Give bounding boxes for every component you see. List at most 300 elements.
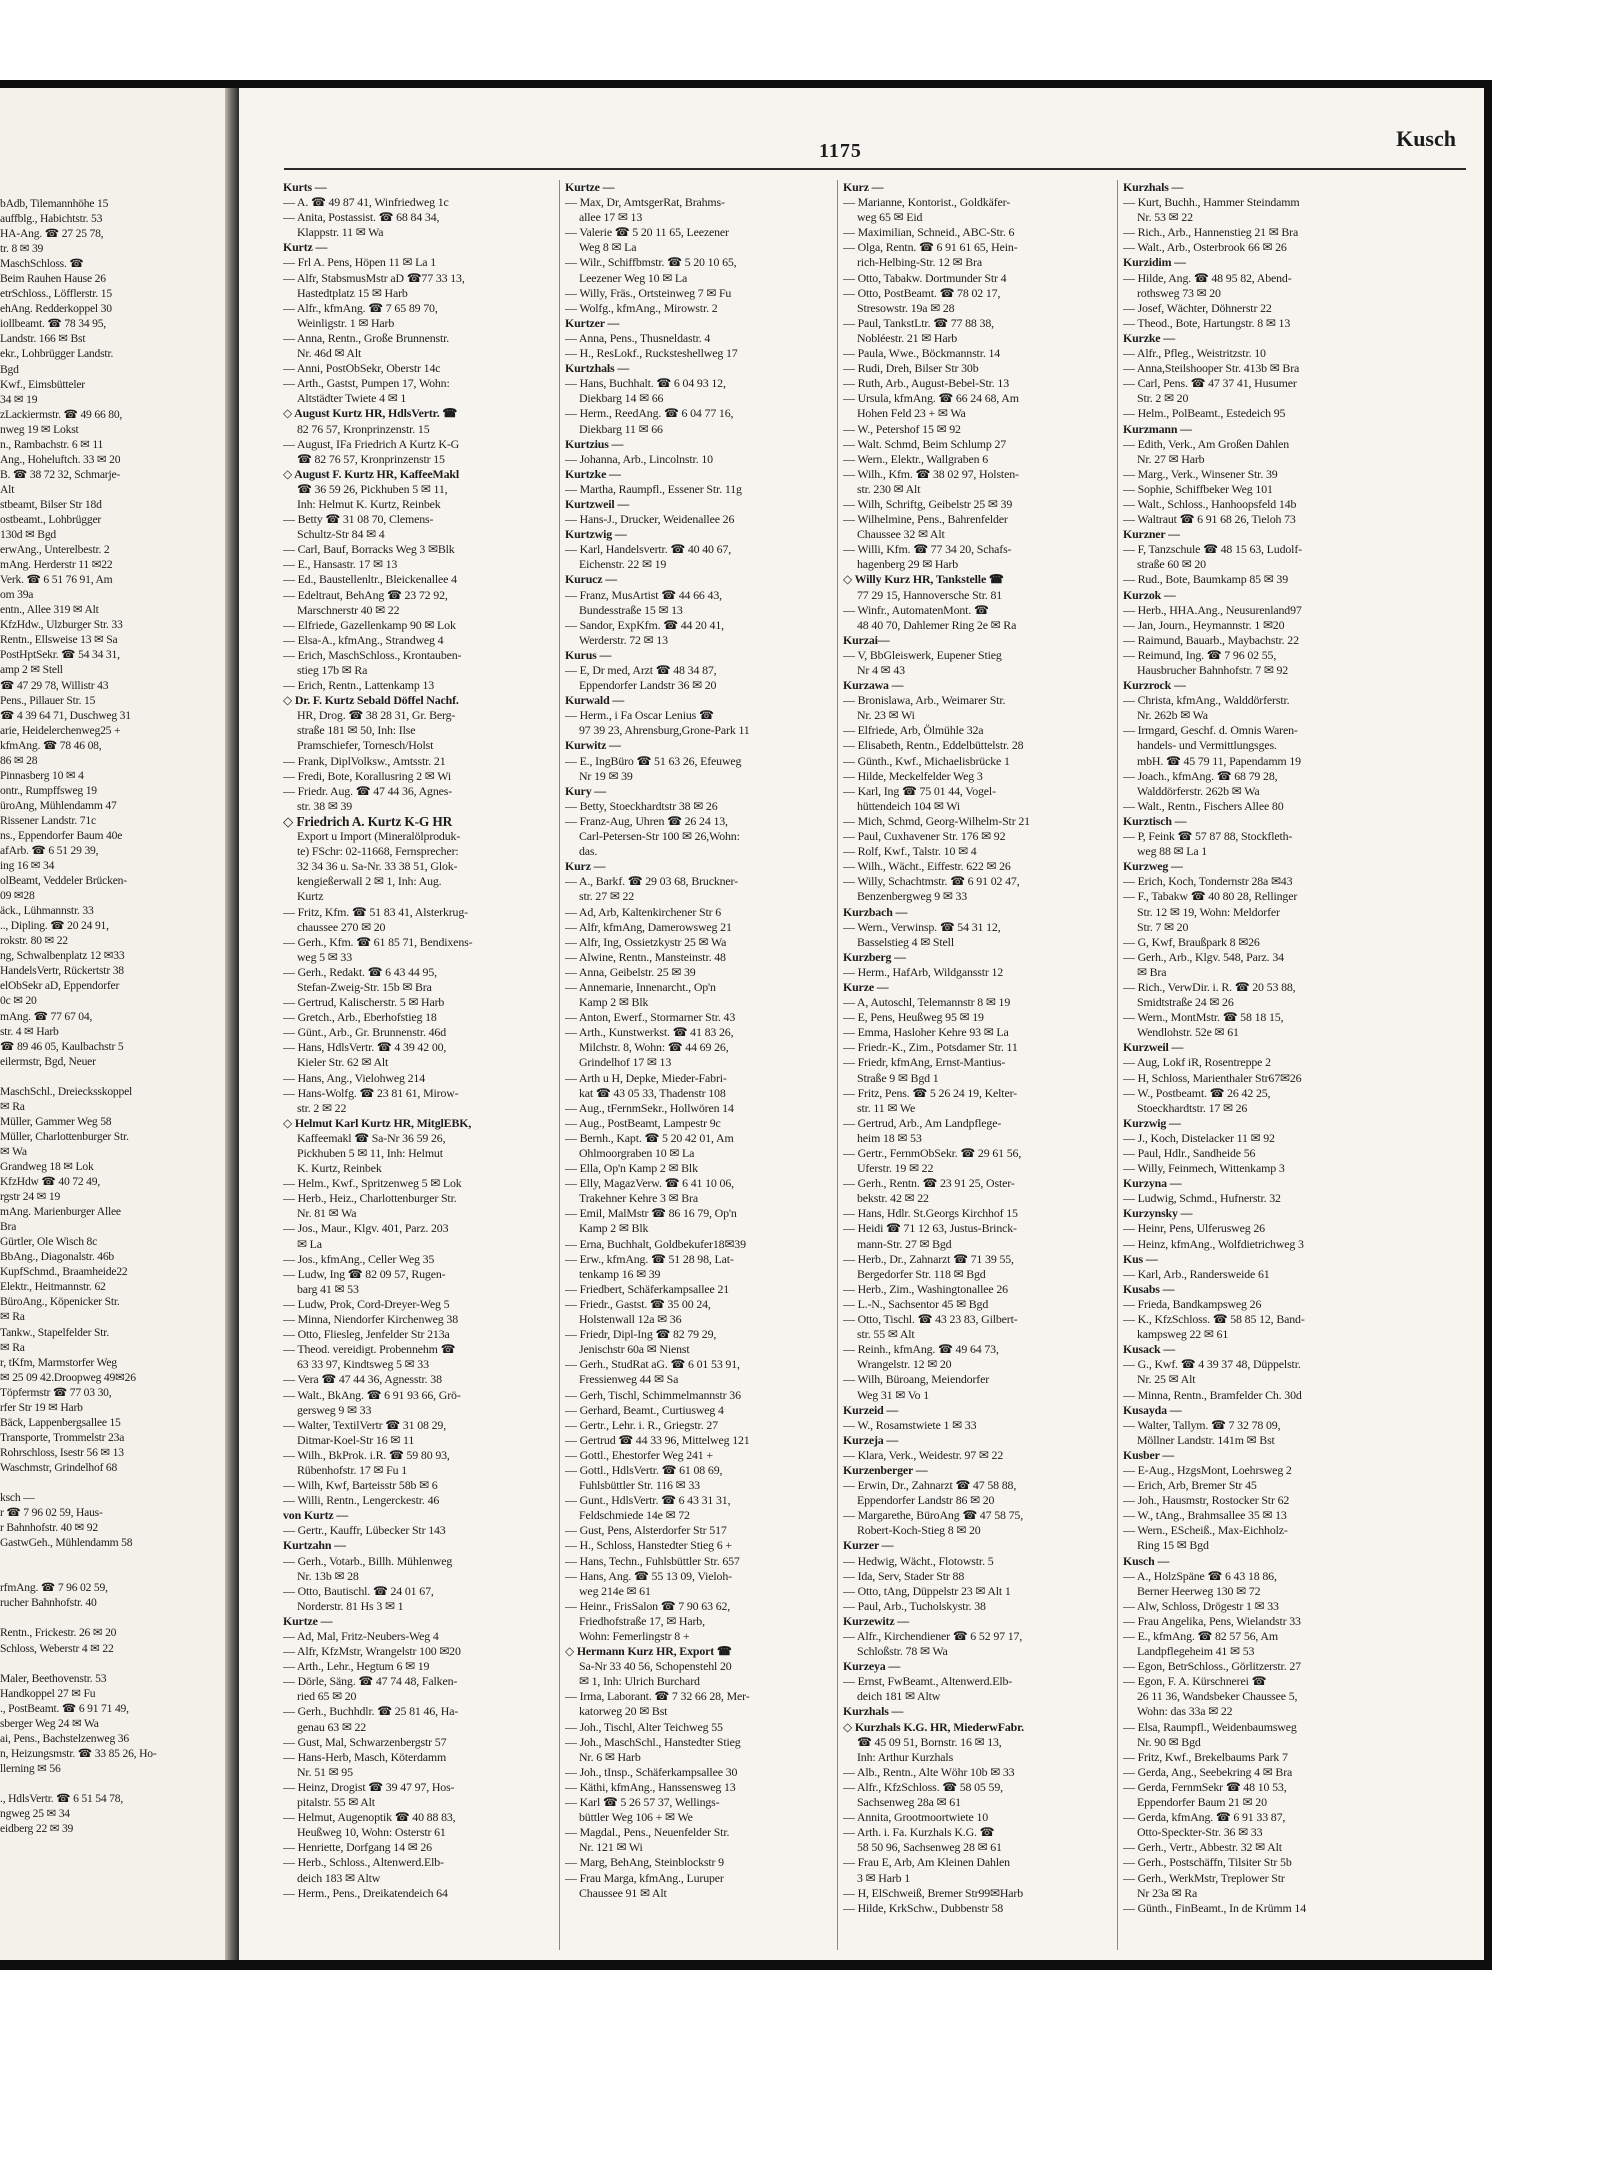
directory-entry: — Erich, MaschSchloss., Krontauben- — [283, 647, 462, 662]
directory-entry: — Willy, Feinmech, Wittenkamp 3 — [1123, 1161, 1285, 1176]
directory-entry: — Theod. vereidigt. Probennehm ☎ — [283, 1342, 456, 1357]
fragment-line: r ☎ 7 96 02 59, Haus- — [0, 1506, 103, 1520]
directory-entry: — Fredi, Bote, Korallusring 2 ✉ Wi — [283, 768, 451, 783]
directory-entry: — Ludw, Prok, Cord-Dreyer-Weg 5 — [283, 1296, 450, 1311]
directory-entry: — Walt., Arb., Osterbrook 66 ✉ 26 — [1123, 240, 1287, 255]
directory-entry: — E., kfmAng. ☎ 82 57 56, Am — [1123, 1629, 1278, 1643]
directory-entry: — Hilde, Meckelfelder Weg 3 — [843, 768, 983, 783]
directory-entry: — Wilh., BkProk. i.R. ☎ 59 80 93, — [283, 1447, 450, 1462]
entry-continuation: ✉ 1, Inh: Ulrich Burchard — [579, 1674, 700, 1689]
directory-entry: — J., Koch, Distelacker 11 ✉ 92 — [1123, 1130, 1275, 1145]
fragment-line: BüroAng., Köpenicker Str. — [0, 1295, 120, 1309]
fragment-line: amp 2 ✉ Stell — [0, 663, 63, 677]
directory-entry: — Wilh., Kfm. ☎ 38 02 97, Holsten- — [843, 466, 1019, 481]
directory-entry: — Hans-J., Drucker, Weidenallee 26 — [565, 512, 735, 527]
directory-entry: — Alfr, kfmAng, Damerowsweg 21 — [565, 919, 732, 934]
entry-continuation: katorweg 20 ✉ Bst — [579, 1704, 668, 1719]
directory-entry: — Gunt., HdlsVertr. ☎ 6 43 31 31, — [565, 1493, 731, 1508]
fragment-line: ontr., Rumpffsweg 19 — [0, 783, 97, 797]
surname-heading: Kurzwig — — [1123, 1115, 1181, 1130]
entry-continuation: Eppendorfer Landstr 86 ✉ 20 — [857, 1493, 995, 1508]
fragment-line: Bäck, Lappenbergsallee 15 — [0, 1415, 121, 1429]
directory-entry: — Hans, Buchhalt. ☎ 6 04 93 12, — [565, 376, 726, 391]
fragment-line: mAng. Marienburger Allee — [0, 1205, 121, 1219]
directory-entry: — Winfr., AutomatenMont. ☎ — [843, 602, 989, 617]
surname-heading: Kurtzke — — [565, 466, 621, 481]
directory-entry: — Rich., Arb., Hannenstieg 21 ✉ Bra — [1123, 225, 1299, 240]
directory-entry: — Joh., tInsp., Schäferkampsallee 30 — [565, 1764, 738, 1779]
directory-entry: — Gertrud, Arb., Am Landpflege- — [843, 1115, 1002, 1130]
directory-entry: — Rud., Bote, Baumkamp 85 ✉ 39 — [1123, 572, 1288, 587]
directory-entry: — Wolfg., kfmAng., Mirowstr. 2 — [565, 300, 718, 315]
column-divider — [837, 180, 838, 1950]
directory-entry: — L.-N., Sachsentor 45 ✉ Bgd — [843, 1296, 989, 1311]
directory-entry: — Gerda, Ang., Seebekring 4 ✉ Bra — [1123, 1764, 1293, 1779]
fragment-line: Rissener Landstr. 71c — [0, 813, 96, 827]
fragment-line — [0, 1475, 218, 1490]
directory-entry: — W., Petershof 15 ✉ 92 — [843, 421, 961, 436]
fragment-line — [0, 1656, 218, 1671]
directory-entry: — Wilh, Büroang, Meiendorfer — [843, 1372, 990, 1387]
fragment-line: ☎ 89 46 05, Kaulbachstr 5 — [0, 1039, 124, 1053]
fragment-line: KfzHdw., Ulzburger Str. 33 — [0, 618, 123, 632]
directory-entry: — Annemarie, Innenarcht., Op'n — [565, 979, 716, 994]
directory-entry: — Anton, Ewerf., Stormarner Str. 43 — [565, 1010, 736, 1025]
directory-entry: — Heidi ☎ 71 12 63, Justus-Brinck- — [843, 1221, 1017, 1236]
entry-continuation: Str. 12 ✉ 19, Wohn: Meldorfer — [1137, 904, 1280, 919]
directory-entry: — Fritz, Kfm. ☎ 51 83 41, Alsterkrug- — [283, 904, 468, 919]
directory-entry: — Erich, Rentn., Lattenkamp 13 — [283, 678, 435, 693]
entry-continuation: Diekbarg 11 ✉ 66 — [579, 421, 663, 436]
entry-continuation: Wohn: Femerlingstr 8 + — [579, 1629, 690, 1643]
entry-continuation: Wrangelstr. 12 ✉ 20 — [857, 1357, 952, 1372]
surname-heading: Kusack — — [1123, 1342, 1175, 1357]
fragment-line: ürоAng, Mühlendamm 47 — [0, 798, 117, 812]
directory-entry: — Willi, Kfm. ☎ 77 34 20, Schafs- — [843, 542, 1012, 557]
entry-continuation: Fressienweg 44 ✉ Sa — [579, 1372, 679, 1387]
directory-entry: — Ruth, Arb., August-Bebel-Str. 13 — [843, 376, 1009, 391]
directory-entry: — Henriette, Dorfgang 14 ✉ 26 — [283, 1840, 432, 1855]
surname-heading: Kurzynsky — — [1123, 1206, 1193, 1221]
directory-entry: — Josef, Wächter, Döhnerstr 22 — [1123, 300, 1272, 315]
entry-continuation: deich 183 ✉ Altw — [297, 1870, 381, 1885]
directory-entry: — Frieda, Bandkampsweg 26 — [1123, 1296, 1262, 1311]
entry-continuation: str. 230 ✉ Alt — [857, 481, 921, 496]
entry-continuation: Nr. 23 ✉ Wi — [857, 708, 915, 723]
firm-entry: ◇ Dr. F. Kurtz Sebald Döffel Nachf. — [283, 693, 459, 708]
entry-continuation: das. — [579, 844, 598, 859]
fragment-line: etrSchloss., Löfflerstr. 15 — [0, 287, 112, 301]
entry-continuation: kengießerwall 2 ✉ 1, Inh: Aug. — [297, 874, 442, 889]
directory-entry: — Elly, MagazVerw. ☎ 6 41 10 06, — [565, 1176, 734, 1191]
entry-continuation: Weg 8 ✉ La — [579, 240, 637, 255]
entry-continuation: Holstenwall 12a ✉ 36 — [579, 1312, 682, 1327]
directory-entry: — Heinz, kfmAng., Wolfdietrichweg 3 — [1123, 1236, 1304, 1251]
fragment-line: B. ☎ 38 72 32, Schmarje- — [0, 467, 121, 481]
surname-heading: Kurtzhals — — [565, 361, 630, 376]
fragment-line: .., Dipling. ☎ 20 24 91, — [0, 919, 109, 933]
directory-entry: — Joh., Hausmstr, Rostocker Str 62 — [1123, 1493, 1290, 1508]
entry-continuation: ✉ Bra — [1137, 964, 1167, 979]
directory-entry: — Herm., i Fa Oscar Lenius ☎ — [565, 708, 714, 723]
directory-entry: — Gertr., FernmObSekr. ☎ 29 61 56, — [843, 1146, 1022, 1160]
entry-continuation: mann-Str. 27 ✉ Bgd — [857, 1236, 952, 1251]
directory-entry: — Paul, TankstLtr. ☎ 77 88 38, — [843, 315, 994, 330]
directory-entry: — Gottl., HdlsVertr. ☎ 61 08 69, — [565, 1462, 723, 1477]
entry-continuation: Stresowstr. 19a ✉ 28 — [857, 300, 955, 315]
entry-continuation: Nr. 53 ✉ 22 — [1137, 210, 1193, 225]
directory-entry: — Arth., Lehr., Hegtum 6 ✉ 19 — [283, 1659, 430, 1674]
directory-entry: — Hans, Ang., Vielohweg 214 — [283, 1070, 425, 1085]
directory-entry: — Arth. i. Fa. Kurzhals K.G. ☎ — [843, 1825, 995, 1840]
directory-page — [239, 88, 1484, 1960]
surname-heading: Kurzmann — — [1123, 421, 1192, 436]
surname-heading: Kurtzius — — [565, 436, 624, 451]
fragment-line: mAng. ☎ 77 67 04, — [0, 1009, 93, 1023]
directory-entry: — Herb., Dr., Zahnarzt ☎ 71 39 55, — [843, 1251, 1014, 1266]
surname-heading: Kurtzwig — — [565, 527, 627, 542]
directory-entry: — Annita, Grootmoortwiete 10 — [843, 1810, 989, 1825]
directory-entry: — Gertr., Lehr. i. R., Griegstr. 27 — [565, 1417, 718, 1432]
directory-entry: — Wern., EScheiß., Max-Eichholz- — [1123, 1523, 1288, 1538]
directory-entry: — Friedr.-K., Zim., Potsdamer Str. 11 — [843, 1040, 1018, 1055]
entry-continuation: ☎ 45 09 51, Bornstr. 16 ✉ 13, — [857, 1734, 1002, 1749]
fragment-line: eilermstr, Bgd, Neuer — [0, 1054, 96, 1068]
directory-entry: — Alfr, StabsmusMstr aD ☎77 33 13, — [283, 270, 465, 285]
directory-entry: — Frl A. Pens, Höpen 11 ✉ La 1 — [283, 255, 436, 270]
directory-entry: — Walt., BkAng. ☎ 6 91 93 66, Grö- — [283, 1387, 461, 1402]
fragment-line: äck., Lühmannstr. 33 — [0, 904, 94, 918]
directory-entry: — Herm., Pens., Dreikatendeich 64 — [283, 1885, 448, 1900]
surname-heading: Kurzok — — [1123, 587, 1176, 602]
entry-continuation: Hausbrucher Bahnhofstr. 7 ✉ 92 — [1137, 663, 1289, 677]
directory-entry: — Mich, Schmd, Georg-Wilhelm-Str 21 — [843, 813, 1030, 828]
fragment-line: Bgd — [0, 362, 19, 376]
fragment-line: ✉ Wa — [0, 1144, 27, 1158]
fragment-line: Rentn., Ellsweise 13 ✉ Sa — [0, 633, 118, 647]
firm-entry: ◇ August F. Kurtz HR, KaffeeMakl — [283, 466, 459, 481]
surname-heading: Kurzweil — — [1123, 1040, 1184, 1055]
fragment-line: Grandweg 18 ✉ Lok — [0, 1160, 94, 1173]
directory-entry: — Frau Angelika, Pens, Wielandstr 33 — [1123, 1613, 1301, 1628]
column-divider — [559, 180, 560, 1950]
directory-entry: — Raimund, Bauarb., Maybachstr. 22 — [1123, 632, 1299, 647]
fragment-line: olBeamt, Veddeler Brücken- — [0, 874, 127, 888]
directory-entry: — W., Rosamstwiete 1 ✉ 33 — [843, 1417, 977, 1432]
directory-entry: — K., KfzSchloss. ☎ 58 85 12, Band- — [1123, 1312, 1305, 1327]
fragment-line: zLackiermstr. ☎ 49 66 80, — [0, 407, 123, 421]
directory-entry: — Heinr., FrisSalon ☎ 7 90 63 62, — [565, 1598, 731, 1613]
directory-entry: — Willy, Fräs., Ortsteinweg 7 ✉ Fu — [565, 285, 732, 300]
entry-continuation: ☎ 36 59 26, Pickhuben 5 ✉ 11, — [297, 481, 448, 496]
directory-entry: — Wilh, Kwf, Barteisstr 58b ✉ 6 — [283, 1478, 438, 1493]
surname-heading: Kurzrock — — [1123, 678, 1186, 693]
directory-entry: — Anna,Steilshooper Str. 413b ✉ Bra — [1123, 361, 1300, 376]
directory-entry: — Gerh., StudRat aG. ☎ 6 01 53 91, — [565, 1357, 740, 1372]
entry-continuation: Walddörferstr. 262b ✉ Wa — [1137, 783, 1260, 798]
directory-entry: — Wern., MontMstr. ☎ 58 18 15, — [1123, 1010, 1284, 1025]
directory-entry: — E-Aug., HzgsMont, Loehrsweg 2 — [1123, 1462, 1292, 1477]
surname-heading: Kurzweg — — [1123, 859, 1183, 874]
entry-continuation: Nr. 13b ✉ 28 — [297, 1568, 359, 1583]
directory-entry: — Wern., Verwinsp. ☎ 54 31 12, — [843, 919, 1001, 934]
fragment-line: 86 ✉ 28 — [0, 753, 38, 767]
directory-entry: — Gerda, kfmAng. ☎ 6 91 33 87, — [1123, 1810, 1286, 1825]
entry-continuation: Norderstr. 81 Hs 3 ✉ 1 — [297, 1598, 404, 1613]
directory-entry: — Käthi, kfmAng., Hanssensweg 13 — [565, 1779, 736, 1794]
directory-entry: — Frau Marga, kfmAng., Luruper — [565, 1870, 724, 1885]
directory-entry: — Carl, Pens. ☎ 47 37 41, Husumer — [1123, 376, 1297, 391]
directory-entry: — Gerh., Postschäffn, Tilsiter Str 5b — [1123, 1855, 1292, 1870]
fragment-line: MaschSchl., Dreiecksskoppel — [0, 1084, 133, 1098]
directory-entry: — Walter, Tallym. ☎ 7 32 78 09, — [1123, 1417, 1281, 1432]
directory-entry: — Otto, Fliesleg, Jenfelder Str 213a — [283, 1327, 450, 1342]
entry-continuation: 63 33 97, Kindtsweg 5 ✉ 33 — [297, 1357, 429, 1372]
fragment-line: 09 ✉28 — [0, 889, 35, 903]
entry-continuation: Smidtstraße 24 ✉ 26 — [1137, 995, 1234, 1010]
fragment-line: ekr., Lohbrügger Landstr. — [0, 347, 114, 361]
surname-heading: Kurzhals — — [1123, 180, 1184, 194]
fragment-line: r, tKfm, Marmstorfer Weg — [0, 1355, 117, 1369]
fragment-line: Tankw., Stapelfelder Str. — [0, 1325, 110, 1339]
fragment-line — [0, 1550, 218, 1565]
fragment-line: Töpfermstr ☎ 77 03 30, — [0, 1385, 112, 1399]
entry-continuation: Marschnerstr 40 ✉ 22 — [297, 602, 400, 617]
directory-entry: — Carl, Bauf, Borracks Weg 3 ✉Blk — [283, 542, 455, 557]
entry-continuation: kat ☎ 43 05 33, Thadenstr 108 — [579, 1085, 726, 1100]
directory-entry: — Otto, Bautischl. ☎ 24 01 67, — [283, 1583, 434, 1598]
directory-entry: — Friedr., Gastst. ☎ 35 00 24, — [565, 1296, 711, 1311]
page-number: 1175 — [819, 140, 862, 162]
directory-entry: — Walter, TextilVertr ☎ 31 08 29, — [283, 1417, 447, 1432]
fragment-line: Alt — [0, 482, 15, 496]
column-3 — [843, 180, 1117, 1916]
fragment-line: rfer Str 19 ✉ Harb — [0, 1400, 83, 1414]
directory-entry: — Otto, tAng, Düppelstr 23 ✉ Alt 1 — [843, 1583, 1011, 1598]
directory-entry: — Otto, PostBeamt. ☎ 78 02 17, — [843, 285, 1001, 300]
directory-entry: — Arth., Gastst, Pumpen 17, Wohn: — [283, 376, 450, 391]
entry-continuation: Wendlohstr. 52e ✉ 61 — [1137, 1025, 1239, 1040]
entry-continuation: Fuhlsbüttler Str. 116 ✉ 33 — [579, 1478, 700, 1493]
entry-continuation: Str. 2 ✉ 20 — [1137, 391, 1189, 406]
surname-heading: Kurztisch — — [1123, 813, 1187, 828]
entry-continuation: Nr. 27 ✉ Harb — [1137, 451, 1205, 466]
entry-continuation: str. 55 ✉ Alt — [857, 1327, 915, 1342]
surname-heading: Kurzyna — — [1123, 1176, 1182, 1191]
surname-heading: Kurzenberger — — [843, 1462, 928, 1477]
directory-entry: — Max, Dr, AmtsgerRat, Brahms- — [565, 195, 725, 210]
directory-entry: — Karl, Arb., Randersweide 61 — [1123, 1266, 1270, 1281]
header-rule — [284, 168, 1466, 170]
entry-continuation: weg 214e ✉ 61 — [579, 1583, 651, 1598]
fragment-line: Elektr., Heitmannstr. 62 — [0, 1280, 106, 1294]
directory-entry: — Anna, Pens., Thusneldastr. 4 — [565, 330, 711, 345]
directory-entry: — Gerhard, Beamt., Curtiusweg 4 — [565, 1402, 724, 1417]
directory-entry: — F., Tabakw ☎ 40 80 28, Rellinger — [1123, 889, 1298, 904]
firm-entry: ◇ Kurzhals K.G. HR, MiederwFabr. — [843, 1719, 1024, 1734]
directory-entry: — Gerh, Tischl, Schimmelmannstr 36 — [565, 1387, 741, 1402]
entry-continuation: Nobléestr. 21 ✉ Harb — [857, 330, 958, 345]
fragment-line: kfmAng. ☎ 78 46 08, — [0, 738, 102, 752]
entry-continuation: Heußweg 10, Wohn: Osterstr 61 — [297, 1825, 446, 1840]
entry-continuation: 26 11 36, Wandsbeker Chaussee 5, — [1137, 1689, 1298, 1704]
directory-entry: — Hedwig, Wächt., Flotowstr. 5 — [843, 1553, 994, 1568]
fragment-line: arie, Heidelerchenweg25 + — [0, 723, 121, 737]
fragment-line: Rohrschloss, Isestr 56 ✉ 13 — [0, 1445, 124, 1459]
entry-continuation: Nr. 46d ✉ Alt — [297, 346, 362, 361]
fragment-line: ✉ Ra — [0, 1340, 25, 1354]
directory-entry: — Gertrud ☎ 44 33 96, Mittelweg 121 — [565, 1432, 750, 1447]
fragment-line: afArb. ☎ 6 51 29 39, — [0, 844, 99, 858]
fragment-line: tr. 8 ✉ 39 — [0, 242, 44, 256]
fragment-line: ☎ 47 29 78, Willistr 43 — [0, 678, 109, 692]
entry-continuation: Bundesstraße 15 ✉ 13 — [579, 602, 683, 617]
entry-continuation: mbH. ☎ 45 79 11, Papendamm 19 — [1137, 753, 1301, 768]
directory-entry: — Herm., HafArb, Wildgansstr 12 — [843, 964, 1004, 979]
fragment-line: mAng. Herderstr 11 ✉22 — [0, 558, 113, 572]
surname-heading: Kurtzahn — — [283, 1538, 346, 1553]
entry-continuation: Kamp 2 ✉ Blk — [579, 995, 649, 1010]
entry-continuation: Inh: Arthur Kurzhals — [857, 1749, 954, 1764]
entry-continuation: Kieler Str. 62 ✉ Alt — [297, 1055, 389, 1070]
fragment-line: ehAng. Redderkoppel 30 — [0, 302, 112, 316]
entry-continuation: hagenberg 29 ✉ Harb — [857, 557, 958, 572]
entry-continuation: Trakehner Kehre 3 ✉ Bra — [579, 1191, 698, 1206]
directory-entry: — Joh., MaschSchl., Hanstedter Stieg — [565, 1734, 741, 1749]
fragment-line: KfzHdw ☎ 40 72 49, — [0, 1175, 101, 1189]
directory-entry: — Aug., PostBeamt, Lampestr 9c — [565, 1115, 721, 1130]
entry-continuation: Str. 7 ✉ 20 — [1137, 919, 1189, 934]
directory-entry: — Gottl., Ehestorfer Weg 241 + — [565, 1447, 713, 1462]
entry-continuation: Friedhofstraße 17, ✉ Harb, — [579, 1613, 705, 1628]
entry-continuation: Schloßstr. 78 ✉ Wa — [857, 1644, 948, 1659]
directory-entry: — Irmgard, Geschf. d. Omnis Waren- — [1123, 723, 1298, 738]
entry-continuation: Straße 9 ✉ Bgd 1 — [857, 1070, 939, 1085]
directory-entry: — Wilh, Schriftg, Geibelstr 25 ✉ 39 — [843, 496, 1013, 511]
entry-continuation: straße 181 ✉ 50, Inh: Ilse — [297, 723, 416, 738]
entry-continuation: büttler Weg 106 + ✉ We — [579, 1810, 693, 1825]
entry-continuation: Nr. 121 ✉ Wi — [579, 1840, 643, 1855]
entry-continuation: 32 34 36 u. Sa-Nr. 33 38 51, Glok- — [297, 859, 458, 874]
running-head: Kusch — [1396, 126, 1456, 151]
directory-entry: — Jan, Journ., Heymannstr. 1 ✉20 — [1123, 617, 1285, 632]
surname-heading: Kusabs — — [1123, 1281, 1175, 1296]
fragment-line — [0, 1565, 218, 1580]
entry-continuation: 58 50 96, Sachsenweg 28 ✉ 61 — [857, 1840, 1002, 1855]
directory-entry: — Bernh., Kapt. ☎ 5 20 42 01, Am — [565, 1130, 734, 1145]
surname-heading: Kusch — — [1123, 1553, 1170, 1568]
fragment-line: str. 4 ✉ Harb — [0, 1024, 59, 1038]
entry-continuation: Wohn: das 33a ✉ 22 — [1137, 1704, 1233, 1719]
directory-entry: — Betty, Stoeckhardtstr 38 ✉ 26 — [565, 798, 718, 813]
directory-entry: — Walt., Schloss., Hanhoopsfeld 14b — [1123, 496, 1297, 511]
directory-entry: — E., Hansastr. 17 ✉ 13 — [283, 557, 398, 572]
directory-entry: — Anna, Rentn., Große Brunnenstr. — [283, 330, 450, 345]
directory-entry: — Theod., Bote, Hartungstr. 8 ✉ 13 — [1123, 315, 1291, 330]
fragment-line: GastwGeh., Mühlendamm 58 — [0, 1536, 133, 1550]
directory-entry: — Rudi, Dreh, Bilser Str 30b — [843, 361, 979, 376]
directory-entry: — Otto, Tabakw. Dortmunder Str 4 — [843, 270, 1007, 285]
directory-entry: — Erw., kfmAng. ☎ 51 28 98, Lat- — [565, 1251, 734, 1266]
fragment-line: Beim Rauhen Hause 26 — [0, 272, 106, 286]
directory-entry: — V, BbGleiswerk, Eupener Stieg — [843, 647, 1002, 662]
fragment-line: ing 16 ✉ 34 — [0, 859, 55, 873]
fragment-line: iollbeamt. ☎ 78 34 95, — [0, 317, 107, 331]
directory-entry: — Joh., Tischl, Alter Teichweg 55 — [565, 1719, 723, 1734]
surname-heading: Kurzberg — — [843, 949, 906, 964]
entry-continuation: barg 41 ✉ 53 — [297, 1281, 359, 1296]
directory-entry: — Erich, Koch, Tondernstr 28a ✉43 — [1123, 874, 1293, 889]
fragment-line: Kwf., Eimsbütteler — [0, 377, 85, 391]
entry-continuation: gersweg 9 ✉ 33 — [297, 1402, 372, 1417]
directory-entry: — Gerh., Arb., Klgv. 548, Parz. 34 — [1123, 949, 1284, 964]
entry-continuation: weg 5 ✉ 33 — [297, 949, 353, 964]
column-1 — [283, 180, 556, 1901]
entry-continuation: Werderstr. 72 ✉ 13 — [579, 632, 668, 647]
directory-entry: — Sandor, ExpKfm. ☎ 44 20 41, — [565, 617, 724, 632]
entry-continuation: 82 76 57, Kronprinzenstr. 15 — [297, 421, 430, 436]
fragment-line: Ang., Hoheluftch. 33 ✉ 20 — [0, 452, 121, 466]
directory-entry: — Vera ☎ 47 44 36, Agnesstr. 38 — [283, 1372, 442, 1387]
directory-entry: — Gerh., Rentn. ☎ 23 91 25, Oster- — [843, 1176, 1015, 1191]
directory-entry: — Hans, Techn., Fuhlsbüttler Str. 657 — [565, 1553, 740, 1568]
directory-entry: — A, Autoschl, Telemannstr 8 ✉ 19 — [843, 995, 1011, 1010]
directory-entry: — Hans, HdlsVertr. ☎ 4 39 42 00, — [283, 1040, 447, 1055]
directory-entry: — E., IngBüro ☎ 51 63 26, Efeuweg — [565, 753, 742, 768]
directory-entry: — Emil, MalMstr ☎ 86 16 79, Op'n — [565, 1206, 737, 1221]
surname-heading: Kurzhals — — [843, 1704, 904, 1719]
directory-entry: — Wilr., Schiffbmstr. ☎ 5 20 10 65, — [565, 255, 737, 270]
surname-heading: Kurzewitz — — [843, 1613, 910, 1628]
firm-entry: ◇ Friedrich A. Kurtz K-G HR — [283, 813, 453, 829]
directory-entry: — Gust, Pens, Alsterdorfer Str 517 — [565, 1523, 727, 1538]
directory-entry: — Waltraut ☎ 6 91 68 26, Tieloh 73 — [1123, 512, 1296, 527]
directory-entry: — Alfr., Kirchendiener ☎ 6 52 97 17, — [843, 1629, 1023, 1643]
column-4 — [1123, 180, 1461, 1916]
directory-entry: — Egon, BetrSchloss., Görlitzerstr. 27 — [1123, 1659, 1301, 1674]
directory-entry: — Arth., Kunstwerkst. ☎ 41 83 26, — [565, 1025, 734, 1040]
surname-heading: Kurtzweil — — [565, 496, 630, 511]
directory-entry: — Gertrud, Kalischerstr. 5 ✉ Harb — [283, 995, 445, 1010]
entry-continuation: str. 11 ✉ We — [857, 1100, 916, 1115]
entry-continuation: chaussee 270 ✉ 20 — [297, 919, 386, 934]
entry-continuation: 77 29 15, Hannoversche Str. 81 — [857, 587, 1003, 602]
surname-heading: Kurtzer — — [565, 315, 620, 330]
entry-continuation: Export u Import (Mineralölproduk- — [297, 829, 461, 844]
directory-entry: — Emma, Hasloher Kehre 93 ✉ La — [843, 1025, 1009, 1040]
directory-entry: — F, Tanzschule ☎ 48 15 63, Ludolf- — [1123, 542, 1302, 557]
surname-heading: Kurzai— — [843, 632, 890, 647]
directory-entry: — G, Kwf, Braußpark 8 ✉26 — [1123, 934, 1260, 949]
directory-entry: — Gerh., Redakt. ☎ 6 43 44 95, — [283, 964, 437, 979]
directory-entry: — Friedr, kfmAng, Ernst-Mantius- — [843, 1055, 1006, 1070]
entry-continuation: 48 40 70, Dahlemer Ring 2e ✉ Ra — [857, 617, 1017, 632]
fragment-line: Bra — [0, 1220, 17, 1234]
entry-continuation: Schultz-Str 84 ✉ 4 — [297, 527, 385, 542]
fragment-line: Müller, Gammer Weg 58 — [0, 1114, 112, 1128]
entry-continuation: Kaffeemakl ☎ Sa-Nr 36 59 26, — [297, 1130, 446, 1145]
directory-entry: — Margarethe, BüroAng ☎ 47 58 75, — [843, 1508, 1024, 1523]
fragment-line: nweg 19 ✉ Lokst — [0, 422, 79, 436]
directory-entry: — E, Dr med, Arzt ☎ 48 34 87, — [565, 663, 717, 677]
entry-continuation: Altstädter Twiete 4 ✉ 1 — [297, 391, 407, 406]
entry-continuation: Landpflegeheim 41 ✉ 53 — [1137, 1644, 1255, 1659]
directory-entry: — Edith, Verk., Am Großen Dahlen — [1123, 436, 1290, 451]
directory-entry: — Ad, Mal, Fritz-Neubers-Weg 4 — [283, 1629, 439, 1643]
fragment-line: Rentn., Frickestr. 26 ✉ 20 — [0, 1626, 117, 1640]
directory-entry: — Minna, Niendorfer Kirchenweg 38 — [283, 1312, 459, 1327]
fragment-line: ai, Pens., Bachstelzenweg 36 — [0, 1731, 129, 1745]
